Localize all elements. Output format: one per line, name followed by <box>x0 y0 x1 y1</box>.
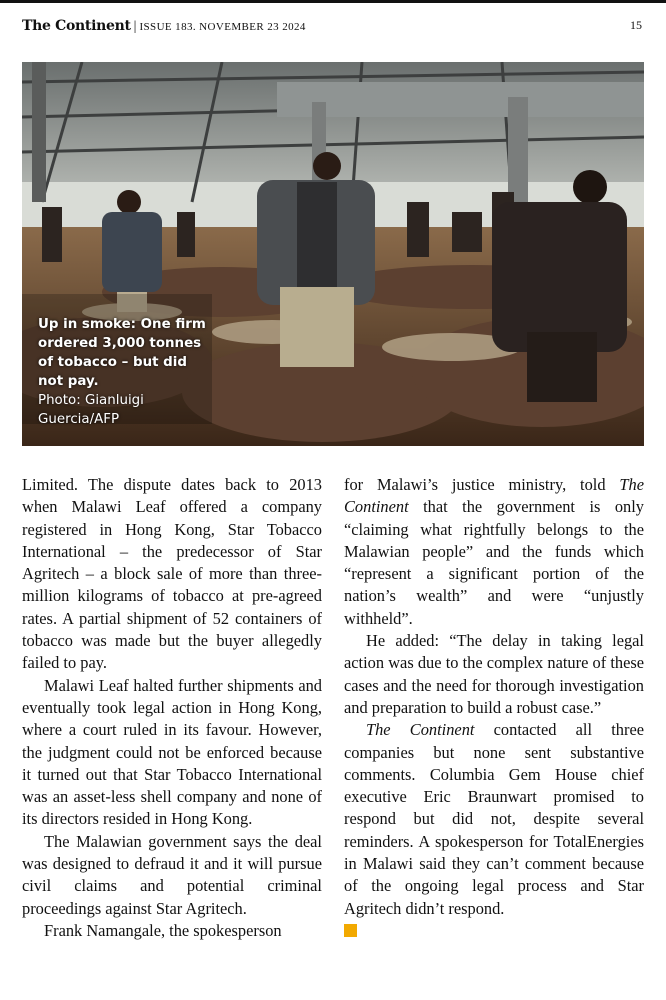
article-column-right <box>344 474 644 943</box>
publication-reference: The Continent <box>344 475 644 517</box>
paragraph <box>344 474 644 630</box>
article-column-left <box>22 474 322 942</box>
publication-reference: The Continent <box>366 720 475 740</box>
header-separator: | <box>133 19 137 34</box>
paragraph-text: that the government is only “claiming what rightfully belongs to the Malawian people” and the funds which “represent a significant portion of the nation’s wealth” and were “unjustly withheld”. <box>344 497 644 628</box>
photo-caption <box>38 315 208 429</box>
page-header <box>22 17 644 39</box>
article-end-mark <box>344 924 357 937</box>
article-photo <box>22 62 644 446</box>
paragraph-text: for Malawi’s justice ministry, told <box>344 475 620 494</box>
paragraph: The Malawian government says the deal was designed to defraud it and it will pursue civil claims and potential criminal proceedings against Star Agritech. <box>22 831 322 918</box>
paragraph: Limited. The dispute dates back to 2013 when Malawi Leaf offered a company registered in Hong Kong, Star Tobacco International – the predecessor of Star Agritech – a block sale of more than three-million kilograms of tobacco at pre-agreed rates. A partial shipment of 52 containers of tobacco was made but the buyer allegedly failed to pay. <box>22 475 322 673</box>
paragraph: He added: “The delay in taking legal action was due to the complex nature of these cases and the need for thorough investigation and preparation to build a robust case.” <box>344 631 644 717</box>
paragraph-text: contacted all three companies but none sent substantive comments. Columbia Gem House chief executive Eric Braunwart promised to respond but did not, despite several reminders. A spokesperson for TotalEnergies in Malawi said they can’t comment because of the ongoing legal process and Star Agritech didn’t respond. <box>344 720 644 918</box>
page-number: 15 <box>630 18 642 32</box>
photo-credit: Photo: Gianluigi Guercia/AFP <box>38 393 144 427</box>
top-rule <box>0 0 666 3</box>
issue-info: ISSUE 183. NOVEMBER 23 2024 <box>139 21 306 33</box>
caption-text: Up in smoke: One firm ordered 3,000 tonnes of tobacco – but did not pay. <box>38 317 206 389</box>
paragraph <box>344 719 644 920</box>
publication-name: The Continent <box>22 18 131 34</box>
paragraph: Frank Namangale, the spokesperson <box>44 920 282 940</box>
paragraph: Malawi Leaf halted further shipments and eventually took legal action in Hong Kong, where a court ruled in its favour. However, the judgment could not be enforced because it turned out that Star Tobacco International was an asset-less shell company and none of its directors resided in Hong Kong. <box>22 675 322 829</box>
